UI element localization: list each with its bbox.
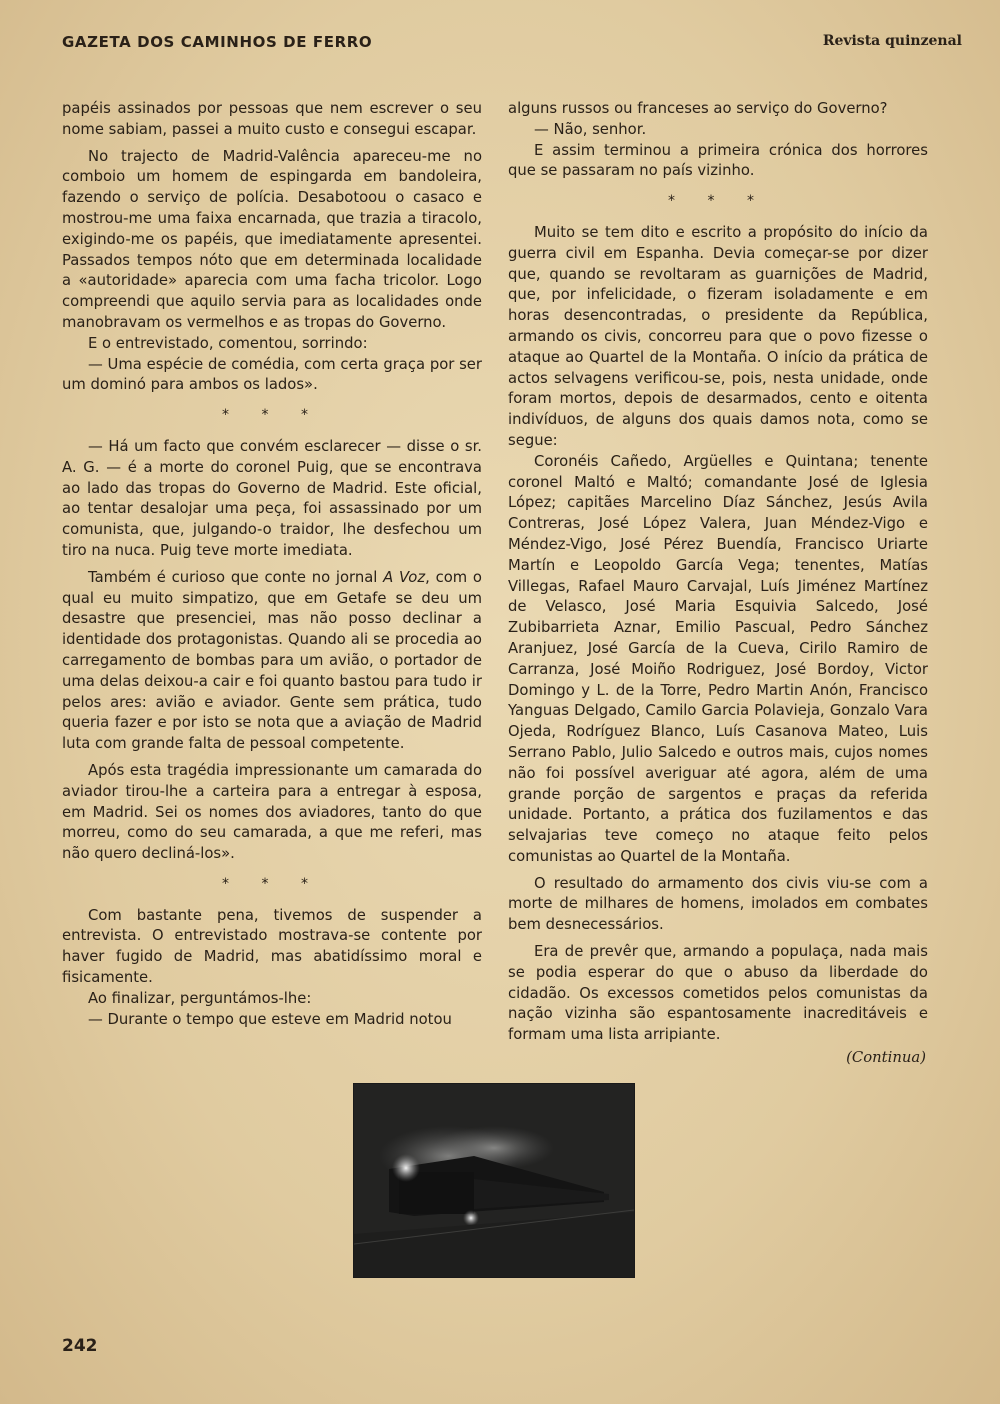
paragraph: — Há um facto que convém esclarecer — disse o sr. A. G. — é a morte do coronel Puig, que se encontrava ao lado das tropas do Governo de Madrid. Este oficial, ao tentar desalojar uma peça, foi assassinado por um comunista, que, julgando-o traidor, lhe desfechou um tiro na nuca. Puig teve morte imediata.	[62, 437, 482, 559]
right-column	[508, 99, 928, 1069]
publication-subtitle: Revista quinzenal	[822, 33, 962, 49]
paragraph	[62, 568, 482, 755]
section-separator: * * *	[668, 193, 768, 210]
paragraph: Ao finalizar, perguntámos-lhe:	[88, 989, 312, 1007]
train-illustration-icon	[354, 1084, 634, 1277]
paragraph: Com bastante pena, tivemos de suspender a entrevista. O entrevistado mostrava-se contente por haver fugido de Madrid, mas abatidíssimo moral e fisicamente.	[62, 906, 482, 987]
paragraph: — Não, senhor.	[534, 120, 647, 138]
paragraph: Muito se tem dito e escrito a propósito do início da guerra civil em Espanha. Devia começar-se por dizer que, quando se revoltaram as guarnições de Madrid, que, por infelicidade, o fizeram isoladamente e em horas desencontradas, o presidente da República, armando os civis, concorreu para que o povo fizesse o ataque ao Quartel de la Montaña. O início da prática de actos selvagens verificou-se, pois, nesta unidade, onde foram mortos, depois de desarmados, cento e oitenta indivíduos, de alguns dos quais damos nota, como se segue:	[508, 223, 928, 449]
section-separator: * * *	[222, 407, 322, 424]
left-column	[62, 99, 482, 1030]
paragraph: No trajecto de Madrid-Valência apareceu-me no comboio um homem de espingarda em bandoleira, fazendo o serviço de polícia. Desabotoou o casaco e mostrou-me uma faixa encarnada, que trazia a tiracolo, exigindo-me os papéis, que imediatamente apresentei. Passados tempos nóto que em determinada localidade a «autoridade» aparecia com uma facha tricolor. Logo compreendi que aquilo servia para as localidades onde manobravam os vermelhos e as tropas do Governo.	[62, 147, 482, 331]
paragraph: — Uma espécie de comédia, com certa graça por ser um dominó para ambos os lados».	[62, 355, 482, 394]
newspaper-name: A Voz	[383, 568, 426, 586]
paragraph: Coronéis Cañedo, Argüelles e Quintana; tenente coronel Maltó e Maltó; comandante José de Iglesia López; capitães Marcelino Díaz Sánchez, Jesús Avila Contreras, José López Valera, Juan Méndez-Vigo e Méndez-Vigo, José Pérez Buendía, Francisco Uriarte Martín e Leopoldo García Vega; tenentes, Matías Villegas, Rafael Mauro Carvajal, Luís Jiménez Martínez de Velasco, José Maria Esquivia Salcedo, José Zubibarrieta Aznar, Emilio Pascual, Pedro Sánchez Aranjuez, José García de la Cueva, Cirilo Ramiro de Carranza, José Moiño Rodriguez, José Bordoy, Victor Domingo y L. de la Torre, Pedro Martin Anón, Francisco Yanguas Delgado, Camilo Garcia Polavieja, Gonzalo Vara Ojeda, Rodríguez Blanco, Luís Casanova Mateo, Luis Serrano Pablo, Julio Salcedo e outros mais, cujos nomes não foi possível averiguar até agora, além de uma grande porção de sargentos e praças da referida unidade. Portanto, a prática dos fuzilamentos e das selvajarias teve começo no ataque feito pelos comunistas ao Quartel de la Montaña.	[508, 452, 928, 865]
paragraph: — Durante o tempo que esteve em Madrid notou	[88, 1010, 452, 1028]
paragraph: alguns russos ou franceses ao serviço do Governo?	[508, 100, 888, 117]
section-separator: * * *	[222, 875, 322, 892]
paragraph: O resultado do armamento dos civis viu-se com a morte de milhares de homens, imolados em combates bem desnecessários.	[508, 874, 928, 934]
paragraph: papéis assinados por pessoas que nem escrever o seu nome sabiam, passei a muito custo e consegui escapar.	[62, 100, 482, 138]
running-header	[62, 33, 962, 59]
paragraph: E o entrevistado, comentou, sorrindo:	[88, 334, 368, 352]
paragraph: E assim terminou a primeira crónica dos horrores que se passaram no país vizinho.	[508, 141, 928, 180]
paragraph: Após esta tragédia impressionante um camarada do aviador tirou-lhe a carteira para a entregar à esposa, em Madrid. Sei os nomes dos aviadores, tanto do que morreu, como do seu camarada, a que me referi, mas não quero decliná-los».	[62, 761, 482, 863]
publication-title: GAZETA DOS CAMINHOS DE FERRO	[62, 33, 373, 51]
paragraph: Era de prevêr que, armando a populaça, nada mais se podia esperar do que o abuso da liberdade do cidadão. Os excessos cometidos pelos comunistas da nação vizinha são espantosamente inacreditáveis e formam uma lista arripiante.	[508, 943, 928, 1044]
text-run: , com o qual eu muito simpatizo, que em Getafe se deu um desastre que presenciei, mas não posso declinar a identidade dos protagonistas. Quando ali se procedia ao carregamento de bombas para um avião, o portador de uma delas deixou-a cair e foi quanto bastou para tudo ir pelos ares: avião e aviador. Gente sem prática, tudo queria fazer e por isto se nota que a aviação de Madrid luta com grande falta de pessoal competente.	[62, 568, 482, 753]
continued-note: (Continua)	[846, 1049, 926, 1067]
text-run: Também é curioso que conte no jornal	[88, 568, 384, 586]
page-number: 242	[62, 1336, 98, 1356]
night-train-photo	[353, 1083, 635, 1278]
